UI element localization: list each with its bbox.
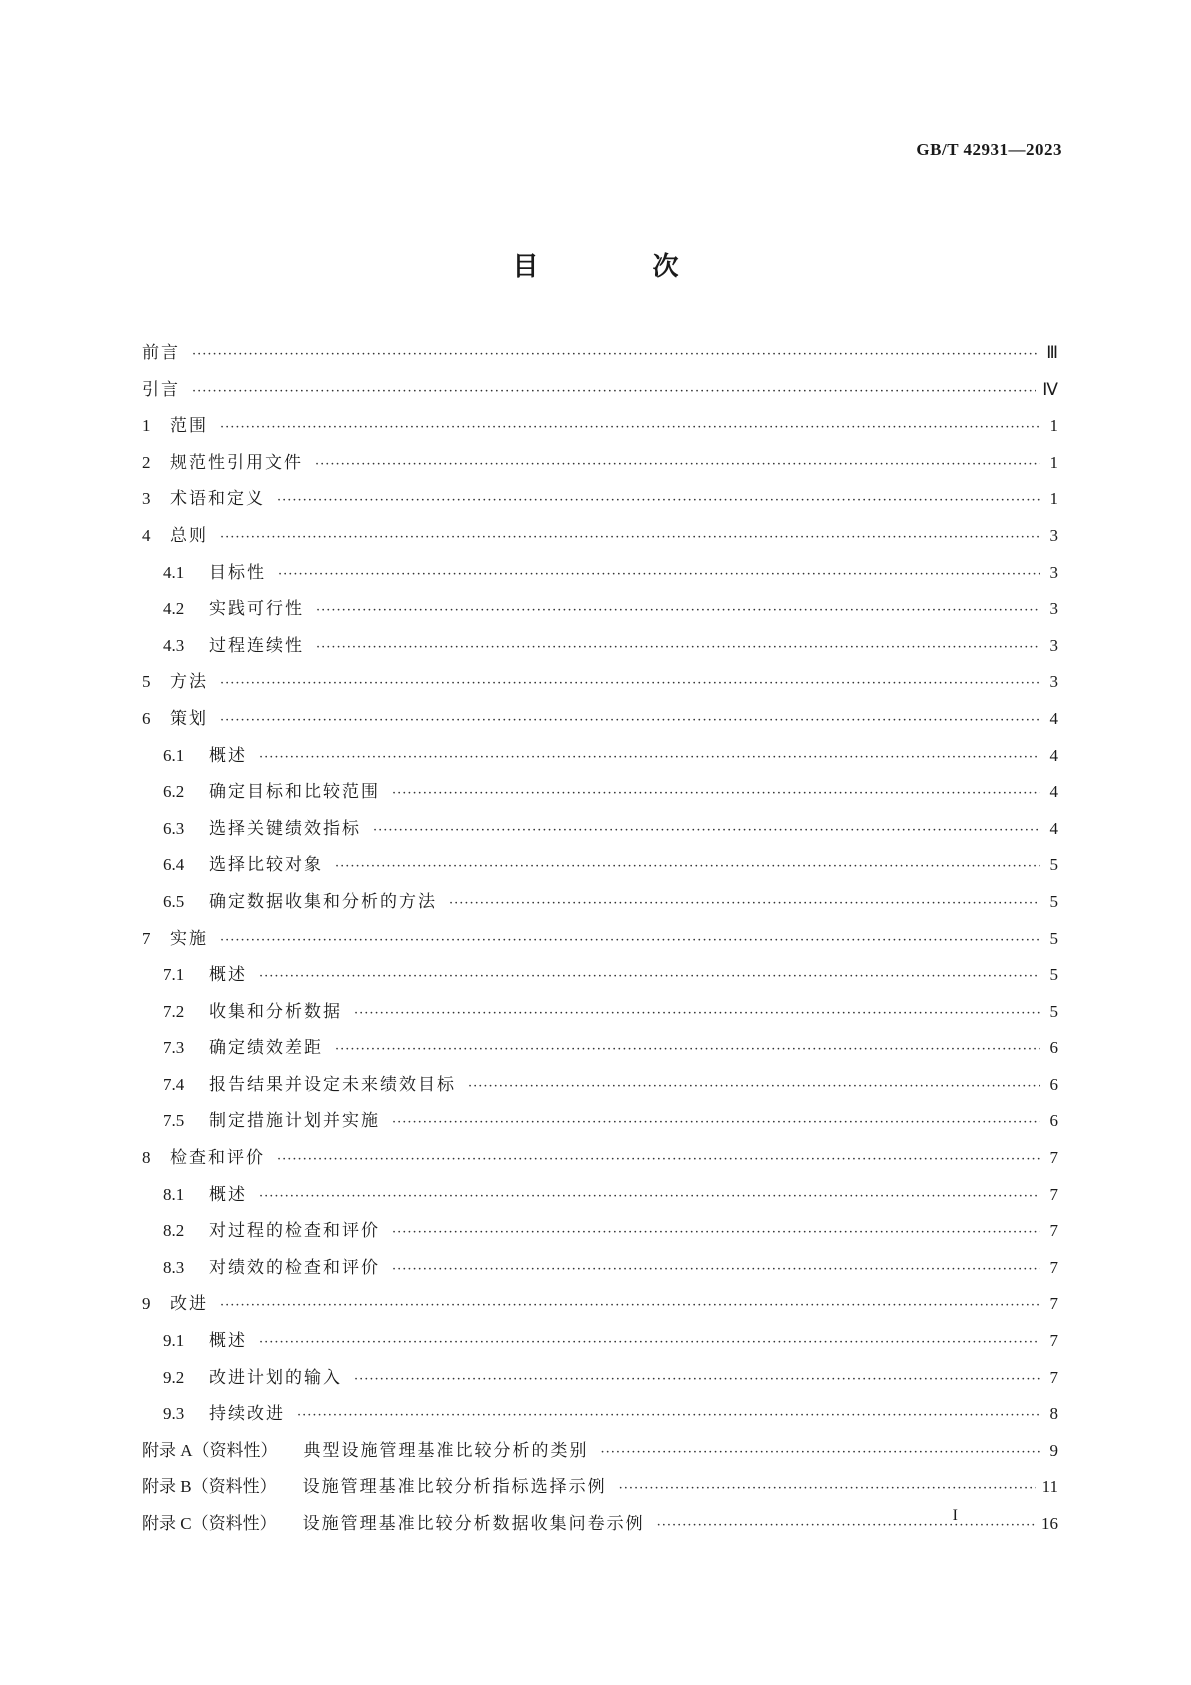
dot-leader [220, 530, 1040, 545]
toc-entry-number: 8.2 [163, 1221, 185, 1241]
toc-entry-page: 5 [1049, 855, 1058, 875]
toc-entry-page: 5 [1049, 928, 1058, 948]
toc-entry[interactable] [142, 1180, 1058, 1217]
dot-leader [220, 713, 1040, 728]
toc-entry-page: 4 [1049, 782, 1058, 802]
toc-entry-number: 7 [142, 928, 151, 948]
toc-entry-label: 术语和定义 [170, 489, 265, 510]
toc-entry-label: 选择比较对象 [209, 855, 323, 876]
toc-entry[interactable] [142, 1253, 1058, 1290]
toc-entry-label: 报告结果并设定未来绩效目标 [209, 1074, 456, 1095]
toc-entry[interactable] [142, 704, 1058, 741]
toc-entry[interactable] [142, 338, 1058, 375]
dot-leader [259, 750, 1040, 765]
toc-entry-label: 概述 [209, 1184, 247, 1205]
toc-entry-number: 6.4 [163, 855, 185, 875]
dot-leader [192, 347, 1040, 362]
toc-entry-number: 4.1 [163, 562, 185, 582]
dot-leader [277, 493, 1040, 508]
toc-entry[interactable] [142, 1326, 1058, 1363]
toc-entry-page: 5 [1049, 891, 1058, 911]
toc-entry[interactable] [142, 521, 1058, 558]
toc-entry-page: 4 [1049, 708, 1058, 728]
toc-entry-label: 概述 [209, 745, 247, 766]
toc-entry-number: 9.3 [163, 1404, 185, 1424]
toc-entry-number: 1 [142, 416, 151, 436]
dot-leader [259, 969, 1040, 984]
toc-entry-label: 实施 [170, 928, 208, 949]
toc-entry-page: 7 [1049, 1221, 1058, 1241]
toc-entry[interactable] [142, 1363, 1058, 1400]
dot-leader [449, 896, 1040, 911]
toc-entry[interactable] [142, 631, 1058, 668]
dot-leader [601, 1445, 1040, 1460]
toc-entry-number: 7.4 [163, 1074, 185, 1094]
toc-entry-page: 3 [1049, 672, 1058, 692]
page-title: 目 次 [512, 252, 723, 282]
toc-entry-page: 7 [1049, 1257, 1058, 1277]
toc-entry-number: 6 [142, 708, 151, 728]
toc-entry-page: 7 [1049, 1148, 1058, 1168]
toc-entry-page: 11 [1041, 1477, 1058, 1497]
toc-entry-label: 设施管理基准比较分析指标选择示例 [302, 1477, 607, 1498]
toc-entry-number: 8.3 [163, 1257, 185, 1277]
toc-entry-page: 6 [1049, 1038, 1058, 1058]
toc-entry[interactable] [142, 484, 1058, 521]
toc-entry-number: 9 [142, 1294, 151, 1314]
toc-entry-label: 设施管理基准比较分析数据收集问卷示例 [302, 1514, 645, 1534]
toc-entry-label: 前言 [142, 343, 180, 363]
toc-entry-label: 过程连续性 [209, 635, 304, 656]
toc-entry[interactable] [142, 924, 1058, 961]
toc-entry-label: 实践可行性 [209, 599, 304, 620]
toc-entry-label: 目标性 [209, 562, 266, 583]
toc-entry[interactable] [142, 1436, 1058, 1473]
toc-entry-label: 改进 [170, 1294, 208, 1315]
toc-entry-page: 6 [1049, 1074, 1058, 1094]
toc-entry-label: 确定数据收集和分析的方法 [209, 891, 437, 912]
toc-entry-number: 9.1 [163, 1331, 185, 1351]
toc-entry-number: 6.3 [163, 818, 185, 838]
toc-entry-label: 确定目标和比较范围 [209, 782, 380, 803]
toc-entry-number: 8 [142, 1148, 151, 1168]
toc-entry[interactable] [142, 1216, 1058, 1253]
dot-leader [354, 1372, 1040, 1387]
toc-entry[interactable] [142, 887, 1058, 924]
toc-entry[interactable] [142, 411, 1058, 448]
toc-entry-label: 概述 [209, 965, 247, 986]
dot-leader [220, 933, 1040, 948]
toc-entry-label: 对过程的检查和评价 [209, 1221, 380, 1242]
toc-entry[interactable] [142, 1106, 1058, 1143]
toc-entry[interactable] [142, 960, 1058, 997]
toc-entry-page: 7 [1049, 1367, 1058, 1387]
dot-leader [354, 1006, 1040, 1021]
dot-leader [259, 1189, 1040, 1204]
dot-leader [468, 1079, 1040, 1094]
toc-entry[interactable] [142, 1399, 1058, 1436]
dot-leader [392, 1262, 1040, 1277]
dot-leader [335, 1042, 1040, 1057]
toc-entry-label: 制定措施计划并实施 [209, 1111, 380, 1132]
toc-entry-label: 持续改进 [209, 1404, 285, 1425]
toc-entry-page: 7 [1049, 1331, 1058, 1351]
toc-entry-label: 改进计划的输入 [209, 1367, 342, 1388]
toc-entry[interactable] [142, 741, 1058, 778]
toc-entry-page: 8 [1049, 1404, 1058, 1424]
dot-leader [316, 640, 1040, 655]
toc-entry-number: 4.2 [163, 599, 185, 619]
toc-entry-number: 附录 B（资料性） [142, 1477, 277, 1497]
toc-entry-number: 2 [142, 452, 151, 472]
toc-entry-page: 3 [1049, 635, 1058, 655]
toc-entry-label: 引言 [142, 379, 180, 400]
toc-entry-label: 检查和评价 [170, 1148, 265, 1169]
toc-entry-number: 7.3 [163, 1038, 185, 1058]
toc-entry-label: 方法 [170, 672, 208, 693]
toc-entry-page: 1 [1049, 452, 1058, 472]
toc-entry-page: 4 [1049, 818, 1058, 838]
toc-entry[interactable] [142, 777, 1058, 814]
toc-entry-page: Ⅳ [1042, 379, 1058, 399]
toc-entry-number: 7.2 [163, 1001, 185, 1021]
toc-entry-page: 5 [1049, 965, 1058, 985]
toc-entry-page: 16 [1041, 1514, 1058, 1533]
toc-entry-page: 6 [1049, 1111, 1058, 1131]
toc-entry-page: 1 [1049, 489, 1058, 509]
toc-entry-number: 4.3 [163, 635, 185, 655]
dot-leader [619, 1481, 1036, 1496]
toc-entry-page: 5 [1049, 1001, 1058, 1021]
toc-entry-page: 9 [1049, 1440, 1058, 1460]
toc-entry-label: 典型设施管理基准比较分析的类别 [303, 1440, 589, 1461]
toc-entry[interactable] [142, 850, 1058, 887]
toc-entry-number: 6.1 [163, 745, 185, 765]
toc-entry-number: 7.5 [163, 1111, 185, 1131]
toc-entry-page: 1 [1049, 416, 1058, 436]
dot-leader [220, 420, 1040, 435]
toc-entry[interactable] [142, 1509, 1058, 1546]
toc-entry[interactable] [142, 1033, 1058, 1070]
toc-entry-page: 7 [1049, 1184, 1058, 1204]
dot-leader [392, 1225, 1040, 1240]
dot-leader [192, 384, 1036, 399]
dot-leader [220, 676, 1040, 691]
dot-leader [297, 1408, 1040, 1423]
toc-entry-number: 9.2 [163, 1367, 185, 1387]
toc-entry-label: 选择关键绩效指标 [209, 818, 361, 839]
toc-entry-number: 5 [142, 672, 151, 692]
dot-leader [392, 1115, 1040, 1130]
toc-entry-page: Ⅲ [1046, 343, 1058, 362]
toc-entry[interactable] [142, 558, 1058, 595]
toc-entry-page: 3 [1049, 525, 1058, 545]
toc-entry-label: 确定绩效差距 [209, 1038, 323, 1059]
toc-entry-number: 8.1 [163, 1184, 185, 1204]
toc-entry-page: 7 [1049, 1294, 1058, 1314]
page-number: I [952, 1507, 958, 1524]
toc-entry-label: 规范性引用文件 [170, 452, 303, 473]
toc-entry-number: 3 [142, 489, 151, 509]
toc-entry[interactable] [142, 1472, 1058, 1509]
toc-entry-number: 7.1 [163, 965, 185, 985]
toc-entry-label: 对绩效的检查和评价 [209, 1257, 380, 1278]
dot-leader [315, 457, 1040, 472]
toc-entry-label: 收集和分析数据 [209, 1001, 342, 1022]
toc-entry[interactable] [142, 997, 1058, 1034]
dot-leader [277, 1152, 1040, 1167]
toc-entry-number: 6.2 [163, 782, 185, 802]
dot-leader [373, 823, 1040, 838]
toc-entry[interactable] [142, 448, 1058, 485]
dot-leader [259, 1335, 1040, 1350]
toc-entry-number: 附录 A（资料性） [142, 1440, 278, 1460]
toc-entry-page: 4 [1049, 745, 1058, 765]
toc-entry[interactable] [142, 1289, 1058, 1326]
dot-leader [392, 786, 1040, 801]
toc-entry-page: 3 [1049, 599, 1058, 619]
toc-entry[interactable] [142, 667, 1058, 704]
dot-leader [316, 603, 1040, 618]
toc-entry-number: 6.5 [163, 891, 185, 911]
toc-entry-number: 附录 C（资料性） [142, 1514, 277, 1533]
toc-entry[interactable] [142, 594, 1058, 631]
dot-leader [278, 567, 1040, 582]
toc-entry[interactable] [142, 1143, 1058, 1180]
table-of-contents [142, 338, 1058, 1546]
standard-code: GB/T 42931—2023 [916, 140, 1062, 159]
toc-entry-label: 范围 [170, 416, 208, 437]
toc-entry-label: 策划 [170, 708, 208, 729]
toc-entry-label: 概述 [209, 1331, 247, 1352]
toc-entry[interactable] [142, 375, 1058, 412]
toc-entry-page: 3 [1049, 562, 1058, 582]
dot-leader [657, 1518, 1035, 1533]
dot-leader [220, 1298, 1040, 1313]
toc-entry[interactable] [142, 814, 1058, 851]
dot-leader [335, 859, 1040, 874]
toc-entry[interactable] [142, 1070, 1058, 1107]
toc-entry-label: 总则 [170, 525, 208, 546]
toc-entry-number: 4 [142, 525, 151, 545]
